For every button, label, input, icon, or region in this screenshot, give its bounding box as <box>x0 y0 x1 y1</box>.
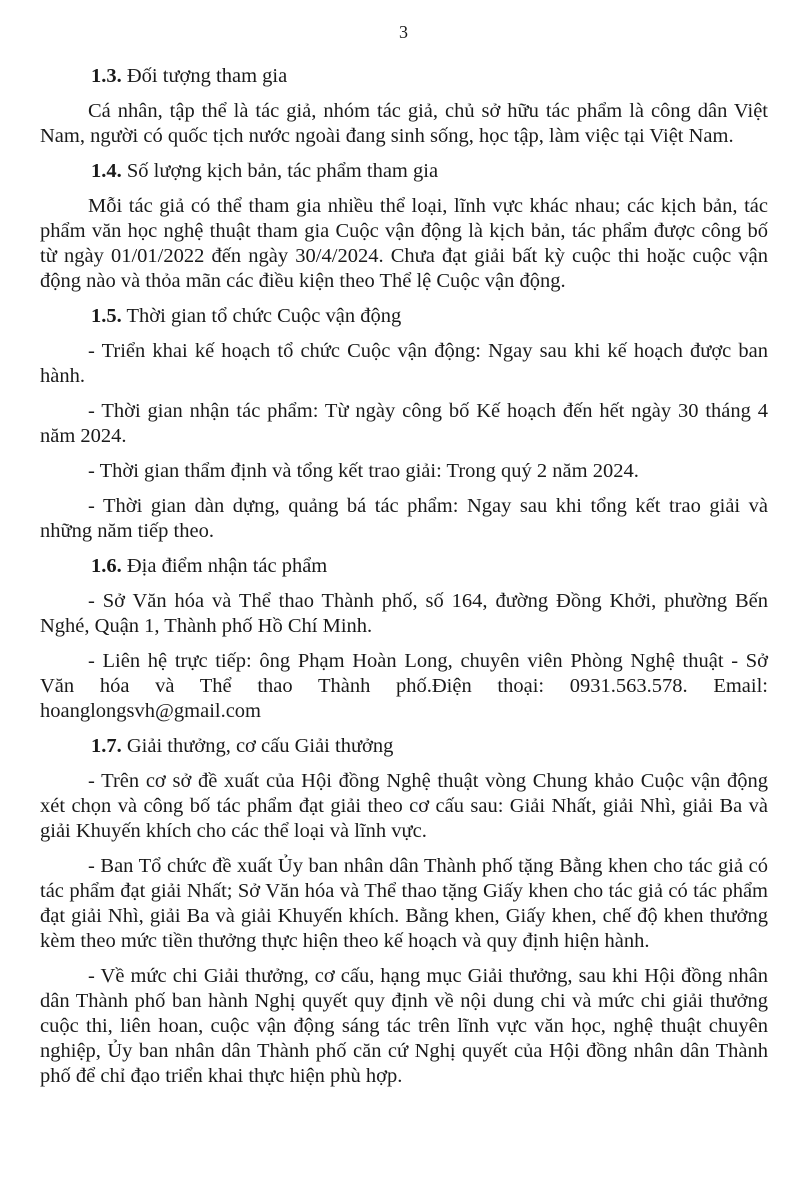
section-heading-1-3 <box>40 64 768 89</box>
section-number: 1.6. <box>91 555 122 577</box>
paragraph: - Về mức chi Giải thưởng, cơ cấu, hạng mục Giải thưởng, sau khi Hội đồng nhân dân Thành phố ban hành Nghị quyết quy định về nội dung chi và mức chi giải thưởng cuộc thi, liên hoan, cuộc vận động sáng tác trên lĩnh vực văn học, nghệ thuật chuyên nghiệp, Ủy ban nhân dân Thành phố căn cứ Nghị quyết của Hội đồng nhân dân Thành phố để chỉ đạo triển khai thực hiện phù hợp. <box>40 965 768 1087</box>
section-title: Giải thưởng, cơ cấu Giải thưởng <box>126 735 394 757</box>
paragraph: - Sở Văn hóa và Thể thao Thành phố, số 164, đường Đồng Khởi, phường Bến Nghé, Quận 1, Thành phố Hồ Chí Minh. <box>40 590 768 637</box>
paragraph: - Trên cơ sở đề xuất của Hội đồng Nghệ thuật vòng Chung khảo Cuộc vận động xét chọn và công bố tác phẩm đạt giải theo cơ cấu sau: Giải Nhất, giải Nhì, giải Ba và giải Khuyến khích cho các thể loại và lĩnh vực. <box>40 770 768 842</box>
section-title: Số lượng kịch bản, tác phẩm tham gia <box>126 160 439 182</box>
paragraph: - Thời gian thẩm định và tổng kết trao giải: Trong quý 2 năm 2024. <box>88 460 639 482</box>
section-heading-1-7 <box>40 734 768 759</box>
section-title: Đối tượng tham gia <box>126 65 288 87</box>
section-number: 1.3. <box>91 65 122 87</box>
section-heading-1-4 <box>40 159 768 184</box>
section-number: 1.4. <box>91 160 122 182</box>
section-heading-1-5 <box>40 304 768 329</box>
document-body <box>40 64 768 1099</box>
section-title: Thời gian tổ chức Cuộc vận động <box>126 305 402 327</box>
paragraph: - Liên hệ trực tiếp: ông Phạm Hoàn Long, chuyên viên Phòng Nghệ thuật - Sở Văn hóa và Thể thao Thành phố.Điện thoại: 0931.563.578. Email: hoanglongsvh@gmail.com <box>40 650 768 722</box>
paragraph: - Triển khai kế hoạch tổ chức Cuộc vận động: Ngay sau khi kế hoạch được ban hành. <box>40 340 768 387</box>
paragraph: - Thời gian dàn dựng, quảng bá tác phẩm: Ngay sau khi tổng kết trao giải và những năm tiếp theo. <box>40 495 768 542</box>
paragraph: Mỗi tác giả có thể tham gia nhiều thể loại, lĩnh vực khác nhau; các kịch bản, tác phẩm văn học nghệ thuật tham gia Cuộc vận động là kịch bản, tác phẩm được công bố từ ngày 01/01/2022 đến ngày 30/4/2024. Chưa đạt giải bất kỳ cuộc thi hoặc cuộc vận động nào và thỏa mãn các điều kiện theo Thể lệ Cuộc vận động. <box>40 195 768 292</box>
section-number: 1.5. <box>91 305 122 327</box>
section-heading-1-6 <box>40 554 768 579</box>
paragraph: Cá nhân, tập thể là tác giả, nhóm tác giả, chủ sở hữu tác phẩm là công dân Việt Nam, người có quốc tịch nước ngoài đang sinh sống, học tập, làm việc tại Việt Nam. <box>40 100 768 147</box>
page-number: 3 <box>399 22 408 42</box>
section-title: Địa điểm nhận tác phẩm <box>126 555 328 577</box>
paragraph: - Thời gian nhận tác phẩm: Từ ngày công bố Kế hoạch đến hết ngày 30 tháng 4 năm 2024. <box>40 400 768 447</box>
section-number: 1.7. <box>91 735 122 757</box>
paragraph: - Ban Tổ chức đề xuất Ủy ban nhân dân Thành phố tặng Bằng khen cho tác giả có tác phẩm đạt giải Nhất; Sở Văn hóa và Thể thao tặng Giấy khen cho tác giả có tác phẩm đạt giải Nhì, giải Ba và giải Khuyến khích. Bằng khen, Giấy khen, chế độ khen thưởng kèm theo mức tiền thưởng thực hiện theo kế hoạch và quy định hiện hành. <box>40 855 768 952</box>
